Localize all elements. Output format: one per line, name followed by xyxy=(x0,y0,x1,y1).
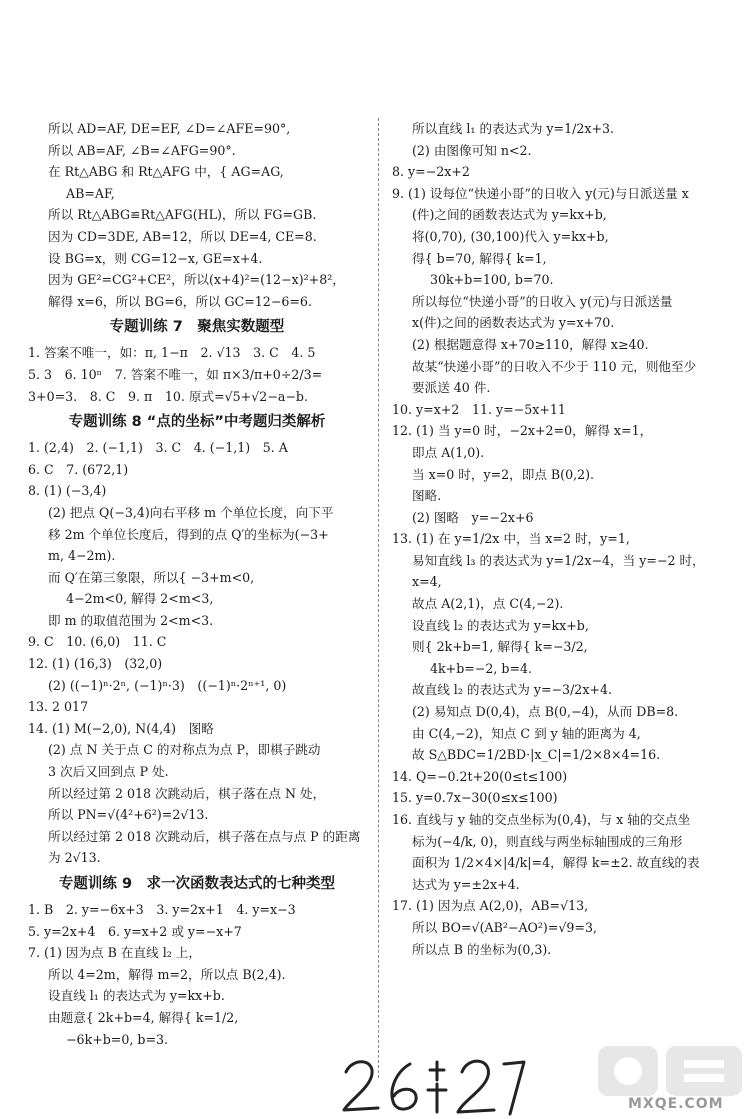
section-heading: 专题训练 8 “点的坐标”中考题归类解析 xyxy=(68,414,326,431)
text-line: 由 C(4,−2)，知点 C 到 y 轴的距离为 4, xyxy=(412,725,641,741)
text-line: 4−2m<0, 解得 2<m<3, xyxy=(66,591,214,607)
text-line: 所以经过第 2 018 次跳动后，棋子落在点与点 P 的距离 xyxy=(48,828,361,844)
text-line: 所以 Rt△ABG≌Rt△AFG(HL)，所以 FG=GB. xyxy=(48,207,317,223)
text-line: −6k+b=0, b=3. xyxy=(66,1031,169,1047)
text-line: 1. 答案不唯一，如：π, 1−π 2. √13 3. C 4. 5 xyxy=(28,345,316,361)
text-line: 故某“快递小哥”的日收入不少于 110 元，则他至少 xyxy=(412,358,697,374)
text-line: (2) ((−1)ⁿ·2ⁿ, (−1)ⁿ·3) ((−1)ⁿ·2ⁿ⁺¹, 0) xyxy=(48,677,287,693)
text-line: 8. y=−2x+2 xyxy=(392,164,470,180)
text-line: 8. (1) (−3,4) xyxy=(28,483,107,499)
text-line: 所以点 B 的坐标为(0,3). xyxy=(412,941,552,957)
text-line: 即点 A(1,0). xyxy=(412,444,485,460)
text-line: 当 x=0 时，y=2，即点 B(0,2). xyxy=(412,466,595,482)
text-line: 14. Q=−0.2t+20(0≤t≤100) xyxy=(392,768,568,784)
text-line: 所以 PN=√(4²+6²)=2√13. xyxy=(48,807,209,823)
text-line: 所以 AD=AF, DE=EF, ∠D=∠AFE=90°, xyxy=(48,121,291,136)
text-line: 所以每位“快递小哥”的日收入 y(元)与日派送量 xyxy=(412,293,673,309)
text-line: 解得 x=6，所以 BG=6，所以 GC=12−6=6. xyxy=(48,293,312,309)
text-line: 设 BG=x，则 CG=12−x, GE=x+4. xyxy=(48,250,263,266)
text-line: 为 2√13. xyxy=(48,850,101,866)
text-line: 12. (1) 当 y=0 时，−2x+2=0，解得 x=1， xyxy=(392,423,653,439)
text-line: 4k+b=−2, b=4. xyxy=(430,660,533,676)
left-column xyxy=(28,118,366,1050)
text-line: 15. y=0.7x−30(0≤x≤100) xyxy=(392,790,558,806)
text-line: 5. 3 6. 10ⁿ 7. 答案不唯一，如 π×3/π+0÷2/3= xyxy=(28,366,323,382)
right-column xyxy=(392,118,742,960)
text-line: 因为 GE²=CG²+CE²，所以(x+4)²=(12−x)²+8²， xyxy=(48,272,345,288)
text-line: 设直线 l₂ 的表达式为 y=kx+b, xyxy=(412,617,589,633)
text-line: 9. (1) 设每位“快递小哥”的日收入 y(元)与日派送量 x xyxy=(392,185,689,201)
text-line: 所以 AB=AF, ∠B=∠AFG=90°. xyxy=(48,142,236,158)
text-line: 1. B 2. y=−6x+3 3. y=2x+1 4. y=x−3 xyxy=(28,902,296,917)
text-line: 故 S△BDC=1/2BD·|x_C|=1/2×8×4=16. xyxy=(412,747,661,763)
text-line: 则{ 2k+b=1, 解得{ k=−3/2, xyxy=(412,639,588,655)
text-line: 17. (1) 因为点 A(2,0)，AB=√13, xyxy=(392,898,589,914)
text-line: 6. C 7. (672,1) xyxy=(28,461,129,477)
text-line: (2) 把点 Q(−3,4)向右平移 m 个单位长度，向下平 xyxy=(48,504,334,520)
text-line: (2) 点 N 关于点 C 的对称点为点 P，即棋子跳动 xyxy=(48,742,321,758)
handwritten-page-number xyxy=(338,1050,528,1118)
text-line: 在 Rt△ABG 和 Rt△AFG 中，{ AG=AG, xyxy=(48,164,284,180)
text-line: 由题意{ 2k+b=4, 解得{ k=1/2, xyxy=(48,1009,239,1025)
text-line: 移 2m 个单位长度后，得到的点 Q′的坐标为(−3+ xyxy=(48,526,329,542)
text-line: 故直线 l₂ 的表达式为 y=−3/2x+4. xyxy=(412,682,612,698)
text-line: 1. (2,4) 2. (−1,1) 3. C 4. (−1,1) 5. A xyxy=(28,440,288,456)
text-line: 故点 A(2,1)，点 C(4,−2). xyxy=(412,596,564,612)
text-line: x(件)之间的函数表达式为 y=x+70. xyxy=(412,315,615,331)
text-line: 3 次后又回到点 P 处. xyxy=(48,764,169,780)
text-line: 7. (1) 因为点 B 在直线 l₂ 上， xyxy=(28,945,201,961)
text-line: 所以直线 l₁ 的表达式为 y=1/2x+3. xyxy=(412,121,615,136)
text-line: 得{ b=70, 解得{ k=1, xyxy=(412,250,547,266)
text-line: 所以 BO=√(AB²−AO²)=√9=3, xyxy=(412,919,597,935)
section-heading: 专题训练 9 求一次函数表达式的七种类型 xyxy=(58,876,336,892)
column-divider xyxy=(378,118,379,1078)
text-line: 即 m 的取值范围为 2<m<3. xyxy=(48,612,214,628)
text-line: (2) 由图像可知 n<2. xyxy=(412,142,532,158)
text-line: 要派送 40 件. xyxy=(412,380,491,396)
text-line: 易知直线 l₃ 的表达式为 y=1/2x−4，当 y=−2 时， xyxy=(412,552,705,568)
text-line: AB=AF, xyxy=(66,185,115,201)
text-line: 因为 CD=3DE, AB=12，所以 DE=4, CE=8. xyxy=(48,228,317,244)
text-line: 14. (1) M(−2,0), N(4,4) 图略 xyxy=(28,720,214,736)
text-line: m, 4−2m). xyxy=(48,548,116,564)
text-line: 将(0,70), (30,100)代入 y=kx+b, xyxy=(412,228,609,244)
text-line: 面积为 1/2×4×|4/k|=4，解得 k=±2. 故直线的表 xyxy=(412,855,700,871)
text-line: 9. C 10. (6,0) 11. C xyxy=(28,634,167,650)
text-line: 而 Q′在第三象限，所以{ −3+m<0, xyxy=(48,569,255,585)
text-line: 设直线 l₁ 的表达式为 y=kx+b. xyxy=(48,988,225,1004)
text-line: 13. 2 017 xyxy=(28,699,89,715)
text-line: (2) 图略 y=−2x+6 xyxy=(412,509,534,525)
text-line: 3+0=3. 8. C 9. π 10. 原式=√5+√2−a−b. xyxy=(28,388,308,404)
watermark-text: MXQE.COM xyxy=(628,1096,724,1112)
text-line: 13. (1) 在 y=1/2x 中，当 x=2 时，y=1, xyxy=(392,531,630,547)
text-line: (2) 根据题意得 x+70≥110，解得 x≥40. xyxy=(412,336,649,352)
text-line: (件)之间的函数表达式为 y=kx+b, xyxy=(412,207,607,223)
section-heading: 专题训练 7 聚焦实数题型 xyxy=(109,319,285,336)
text-line: 图略. xyxy=(412,488,442,504)
text-line: 30k+b=100, b=70. xyxy=(430,272,554,288)
text-line: 达式为 y=±2x+4. xyxy=(412,876,520,892)
text-line: x=4, xyxy=(412,574,442,590)
text-line: (2) 易知点 D(0,4)，点 B(0,−4)，从而 DB=8. xyxy=(412,704,679,720)
text-line: 标为(−4/k, 0)，则直线与两坐标轴围成的三角形 xyxy=(412,833,683,849)
text-line: 5. y=2x+4 6. y=x+2 或 y=−x+7 xyxy=(28,923,242,939)
text-line: 16. 直线与 y 轴的交点坐标为(0,4)，与 x 轴的交点坐 xyxy=(392,812,691,827)
text-line: 所以经过第 2 018 次跳动后，棋子落在点 N 处， xyxy=(48,785,326,801)
text-line: 10. y=x+2 11. y=−5x+11 xyxy=(392,401,566,417)
text-line: 所以 4=2m，解得 m=2，所以点 B(2,4). xyxy=(48,966,286,982)
text-line: 12. (1) (16,3) (32,0) xyxy=(28,656,163,672)
